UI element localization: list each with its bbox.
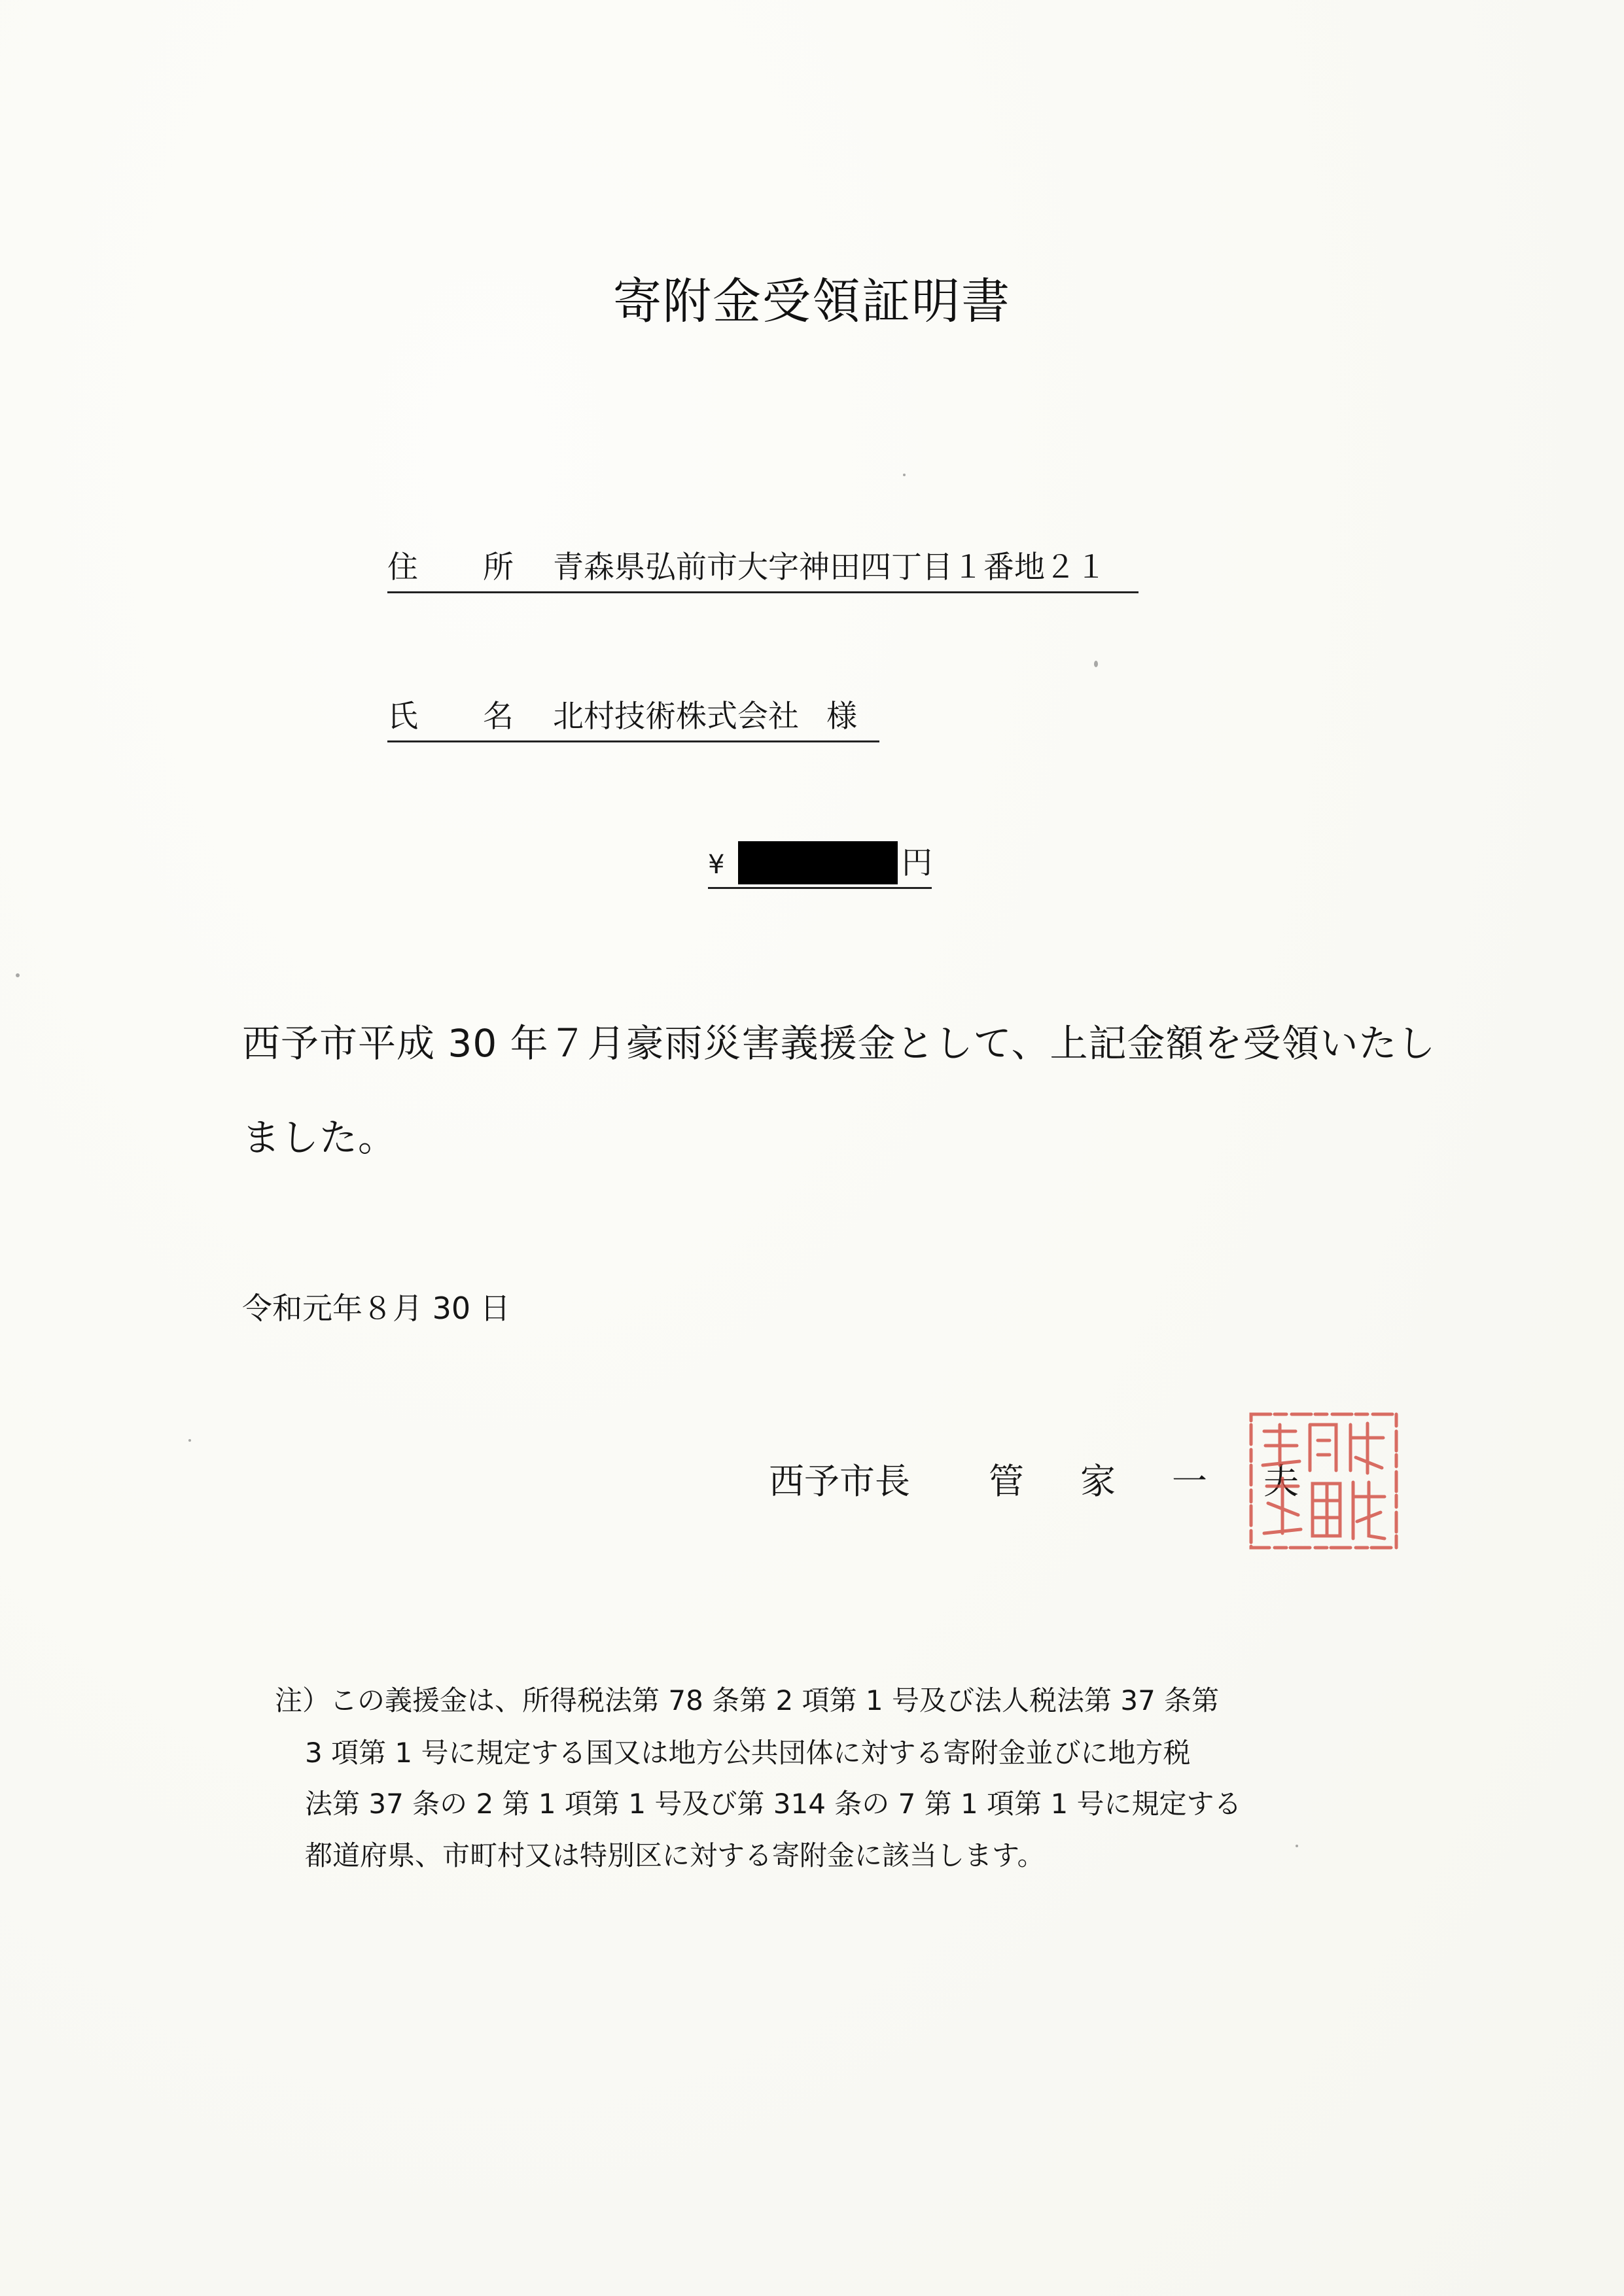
signer-name-char-4: 夫 [1263,1461,1299,1502]
redaction-box [738,841,898,884]
name-label [387,693,553,740]
honorific: 様 [826,699,857,735]
signer-name-char-3: 一 [1172,1461,1207,1502]
name-row [387,693,879,742]
address-value: 青森県弘前市大字神田四丁目１番地２１ [553,549,1106,585]
yen-unit: 円 [902,845,932,881]
body-line-1: 西予市平成 30 年７月豪雨災害義援金として、上記金額を受領いたし [242,1021,1436,1066]
signer-name-char-1: 管 [989,1461,1024,1502]
address-label-char-2: 所 [483,549,514,585]
note-line-3: 法第 37 条の 2 第 1 項第 1 号及び第 314 条の 7 第 1 項第 1 号に規定する [305,1788,1242,1820]
address-label-char-1: 住 [387,549,418,585]
address-row [387,544,1139,593]
yen-symbol: ¥ [708,850,725,880]
name-label-char-1: 氏 [387,699,418,735]
name-label-char-2: 名 [483,699,514,735]
address-label [387,544,553,591]
note-line-1: 注）この義援金は、所得税法第 78 条第 2 項第 1 号及び法人税法第 37 条第 [275,1684,1220,1716]
signer-name-char-2: 家 [1080,1461,1116,1502]
note-line-2: 3 項第 1 号に規定する国又は地方公共団体に対する寄附金並びに地方税 [305,1737,1191,1769]
document-title: 寄附金受領証明書 [613,273,1011,330]
recipient-name: 北村技術株式会社 [553,699,799,735]
body-line-2: ました。 [242,1115,397,1160]
signer [769,1453,1299,1504]
issue-date: 令和元年８月 30 日 [242,1291,510,1326]
signer-title: 西予市長 [769,1461,910,1502]
note-line-4: 都道府県、市町村又は特別区に対する寄附金に該当します。 [305,1839,1045,1871]
amount-row [708,840,932,889]
official-seal-stamp [1244,1405,1404,1557]
